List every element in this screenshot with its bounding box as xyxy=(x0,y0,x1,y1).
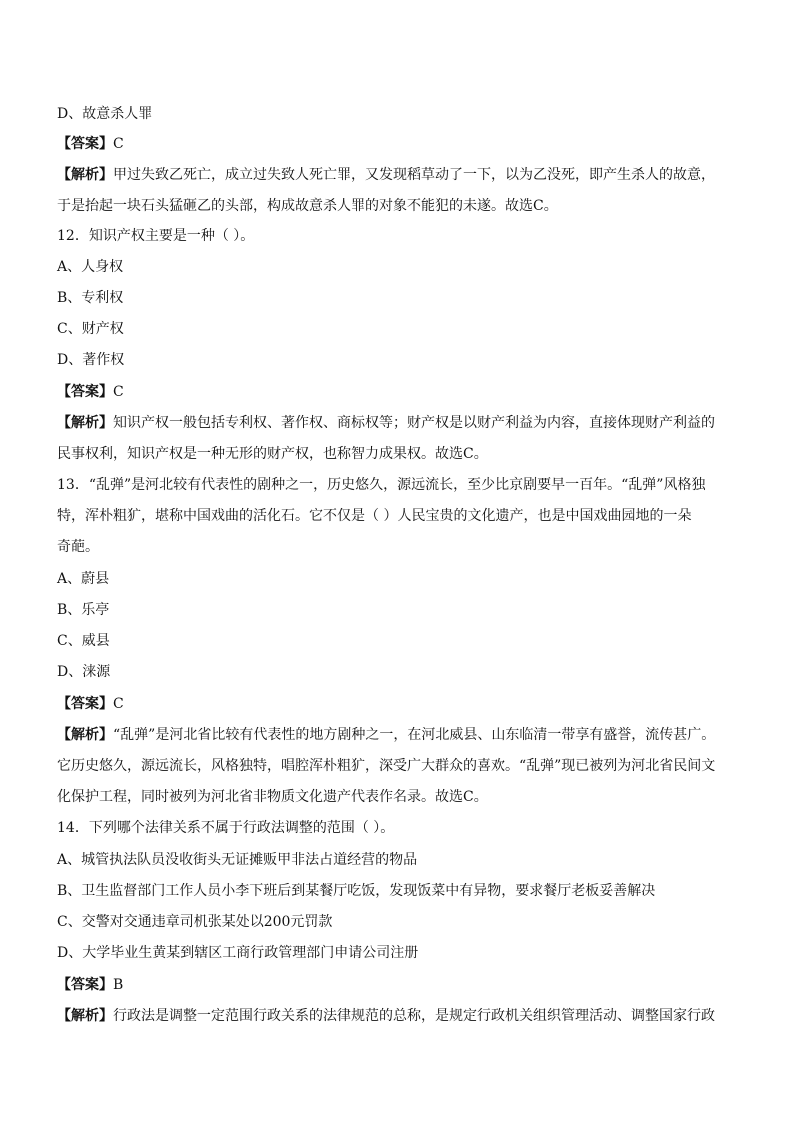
q12-answer-value: C xyxy=(113,384,124,400)
analysis-label: 【解析】 xyxy=(57,415,113,431)
q13-analysis-line-1 xyxy=(57,725,737,745)
q13-analysis-line-2: 它历史悠久，源远流长，风格独特，唱腔浑朴粗犷，深受广大群众的喜欢。“乱弹”现已被列为河北省民间文 xyxy=(57,758,716,774)
q12-answer xyxy=(57,382,737,402)
analysis-label: 【解析】 xyxy=(57,727,113,743)
q11-analysis-text-1: 甲过失致乙死亡，成立过失致人死亡罪，又发现稻草动了一下，以为乙没死，即产生杀人的故意， xyxy=(113,167,715,183)
q13-stem-line-3: 奇葩。 xyxy=(57,539,99,555)
q11-option-d: D、故意杀人罪 xyxy=(57,106,153,122)
q13-analysis-line-3: 化保护工程，同时被列为河北省非物质文化遗产代表作名录。故选C。 xyxy=(57,789,488,805)
q14-option-d: D、大学毕业生黄某到辖区工商行政管理部门申请公司注册 xyxy=(57,945,419,961)
q14-option-a: A、城管执法队员没收街头无证摊贩甲非法占道经营的物品 xyxy=(57,852,418,868)
q14-answer-value: B xyxy=(113,977,124,993)
answer-label: 【答案】 xyxy=(57,136,113,152)
q14-answer xyxy=(57,975,737,995)
q13-option-d: D、涞源 xyxy=(57,664,111,680)
q13-analysis-text-1: “乱弹”是河北省比较有代表性的地方剧种之一，在河北威县、山东临清一带享有盛誉，流传甚广。 xyxy=(113,727,716,743)
answer-label: 【答案】 xyxy=(57,696,113,712)
q12-stem: 12．知识产权主要是一种（ ）。 xyxy=(57,228,255,244)
q14-analysis-text-1: 行政法是调整一定范围行政关系的法律规范的总称，是规定行政机关组织管理活动、调整国家行政 xyxy=(113,1008,715,1024)
q13-answer xyxy=(57,694,737,714)
analysis-label: 【解析】 xyxy=(57,167,113,183)
q12-analysis-line-2: 民事权利，知识产权是一种无形的财产权，也称智力成果权。故选C。 xyxy=(57,446,488,462)
q14-analysis-line-1 xyxy=(57,1006,737,1026)
q11-analysis-line-1 xyxy=(57,165,737,185)
q13-stem-line-2: 特，浑朴粗犷，堪称中国戏曲的活化石。它不仅是（ ）人民宝贵的文化遗产，也是中国戏曲园地的一朵 xyxy=(57,508,692,524)
q11-analysis-line-2: 于是抬起一块石头猛砸乙的头部，构成故意杀人罪的对象不能犯的未遂。故选C。 xyxy=(57,198,558,214)
q12-option-d: D、著作权 xyxy=(57,352,125,368)
q13-option-c: C、威县 xyxy=(57,633,110,649)
q12-option-a: A、人身权 xyxy=(57,259,124,275)
q12-option-c: C、财产权 xyxy=(57,321,124,337)
q13-answer-value: C xyxy=(113,696,124,712)
q14-option-b: B、卫生监督部门工作人员小李下班后到某餐厅吃饭，发现饭菜中有异物，要求餐厅老板妥善解决 xyxy=(57,883,656,899)
q14-option-c: C、交警对交通违章司机张某处以200元罚款 xyxy=(57,914,333,930)
q12-option-b: B、专利权 xyxy=(57,290,124,306)
q13-stem-line-1: 13．“乱弹”是河北较有代表性的剧种之一，历史悠久，源远流长，至少比京剧要早一百年。“乱弹”风格独 xyxy=(57,477,706,493)
answer-label: 【答案】 xyxy=(57,977,113,993)
q11-answer-value: C xyxy=(113,136,124,152)
q14-stem: 14．下列哪个法律关系不属于行政法调整的范围（ ）。 xyxy=(57,820,395,836)
q12-analysis-text-1: 知识产权一般包括专利权、著作权、商标权等；财产权是以财产利益为内容，直接体现财产利益的 xyxy=(113,415,715,431)
q13-option-a: A、蔚县 xyxy=(57,571,110,587)
q11-answer xyxy=(57,134,737,154)
q12-analysis-line-1 xyxy=(57,413,737,433)
q13-option-b: B、乐亭 xyxy=(57,602,110,618)
answer-label: 【答案】 xyxy=(57,384,113,400)
analysis-label: 【解析】 xyxy=(57,1008,113,1024)
